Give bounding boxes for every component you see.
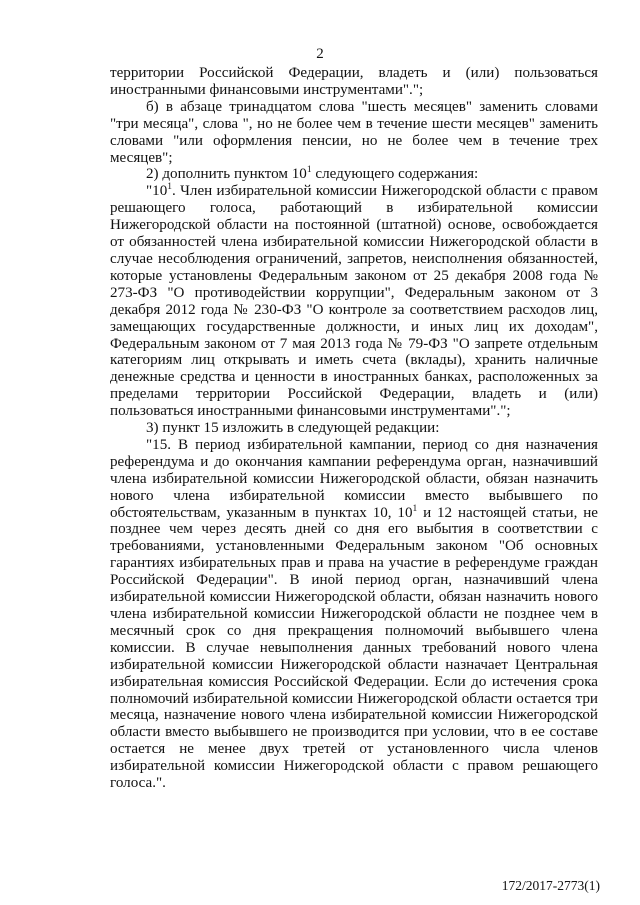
page-number: 2	[316, 46, 324, 62]
text-segment: следующего содержания:	[311, 166, 479, 183]
paragraph-item-3: 3) пункт 15 изложить в следующей редакции:	[146, 420, 440, 437]
text-segment: "15. В период избирательной кампании, период со дня назначения референдума и до окончания кампании референдума орган, назначивший члена избирательной комиссии Нижегородской области, обязан назначить нового члена избирательной комиссии вместо выбывшего по обстоятельствам, указанным в пунктах 10, 10	[110, 436, 598, 521]
paragraph-amendment-b: б) в абзаце тринадцатом слова "шесть месяцев" заменить словами "три месяца", слова ", но не более чем в течение шести месяцев" заменить словами "или оформления пенсии, но не более чем в течение трех месяцев";	[110, 98, 598, 166]
text-segment: 2) дополнить пунктом 10	[146, 166, 307, 183]
paragraph-point-10-1	[110, 183, 598, 420]
text-segment: и 12 настоящей статьи, не позднее чем через десять дней со дня его выбытия в соответствии с требованиями, установленными Федеральным законом "Об основных гарантиях избирательных прав и права на участие в референдуме граждан Российской Федерации". В иной период орган, назначивший члена избирательной комиссии Нижегородской области, обязан назначить нового члена избирательной комиссии Нижегородской области не позднее чем в месячный срок со дня прекращения полномочий выбывшего члена комиссии. В случае невыполнения данных требований нового члена избирательной комиссии Нижегородской области назначает Центральная избирательная комиссия Российской Федерации. Если до истечения срока полномочий избирательной комиссии Нижегородской области остается три месяца, назначение нового члена избирательной комиссии Нижегородской области вместо выбывшего не производится при условии, что в ее составе остается не менее двух третей от установленного числа членов избирательной комиссии Нижегородской области с правом решающего голоса.".	[110, 504, 598, 792]
text-segment: . Член избирательной комиссии Нижегородской области с правом решающего голоса, работающий в избирательной комиссии Нижегородской области на постоянной (штатной) основе, освобождается от обязанностей члена избирательной комиссии Нижегородской области в случае несоблюдения ограничений, запретов, неисполнения обязанностей, которые установлены Федеральным законом от 25 декабря 2008 года № 273-ФЗ "О противодействии коррупции", Федеральным законом от 3 декабря 2012 года № 230-ФЗ "О контроле за соответствием расходов лиц, замещающих государственные должности, и иных лиц их доходам", Федеральным законом от 7 мая 2013 года № 79-ФЗ "О запрете отдельным категориям лиц открывать и иметь счета (вклады), хранить наличные денежные средства и ценности в иностранных банках, расположенных за пределами территории Российской Федерации, владеть и (или) пользоваться иностранными финансовыми инструментами".";	[110, 183, 598, 420]
document-body	[110, 65, 598, 792]
paragraph-continuation: территории Российской Федерации, владеть и (или) пользоваться иностранными финансовыми инструментами".";	[110, 65, 598, 98]
superscript: 1	[412, 503, 418, 514]
superscript: 1	[306, 165, 312, 176]
paragraph-point-15	[110, 437, 598, 792]
paragraph-item-2	[110, 166, 598, 183]
superscript: 1	[167, 182, 173, 193]
text-segment: "10	[146, 183, 168, 200]
document-code: 172/2017-2773(1)	[501, 878, 600, 893]
